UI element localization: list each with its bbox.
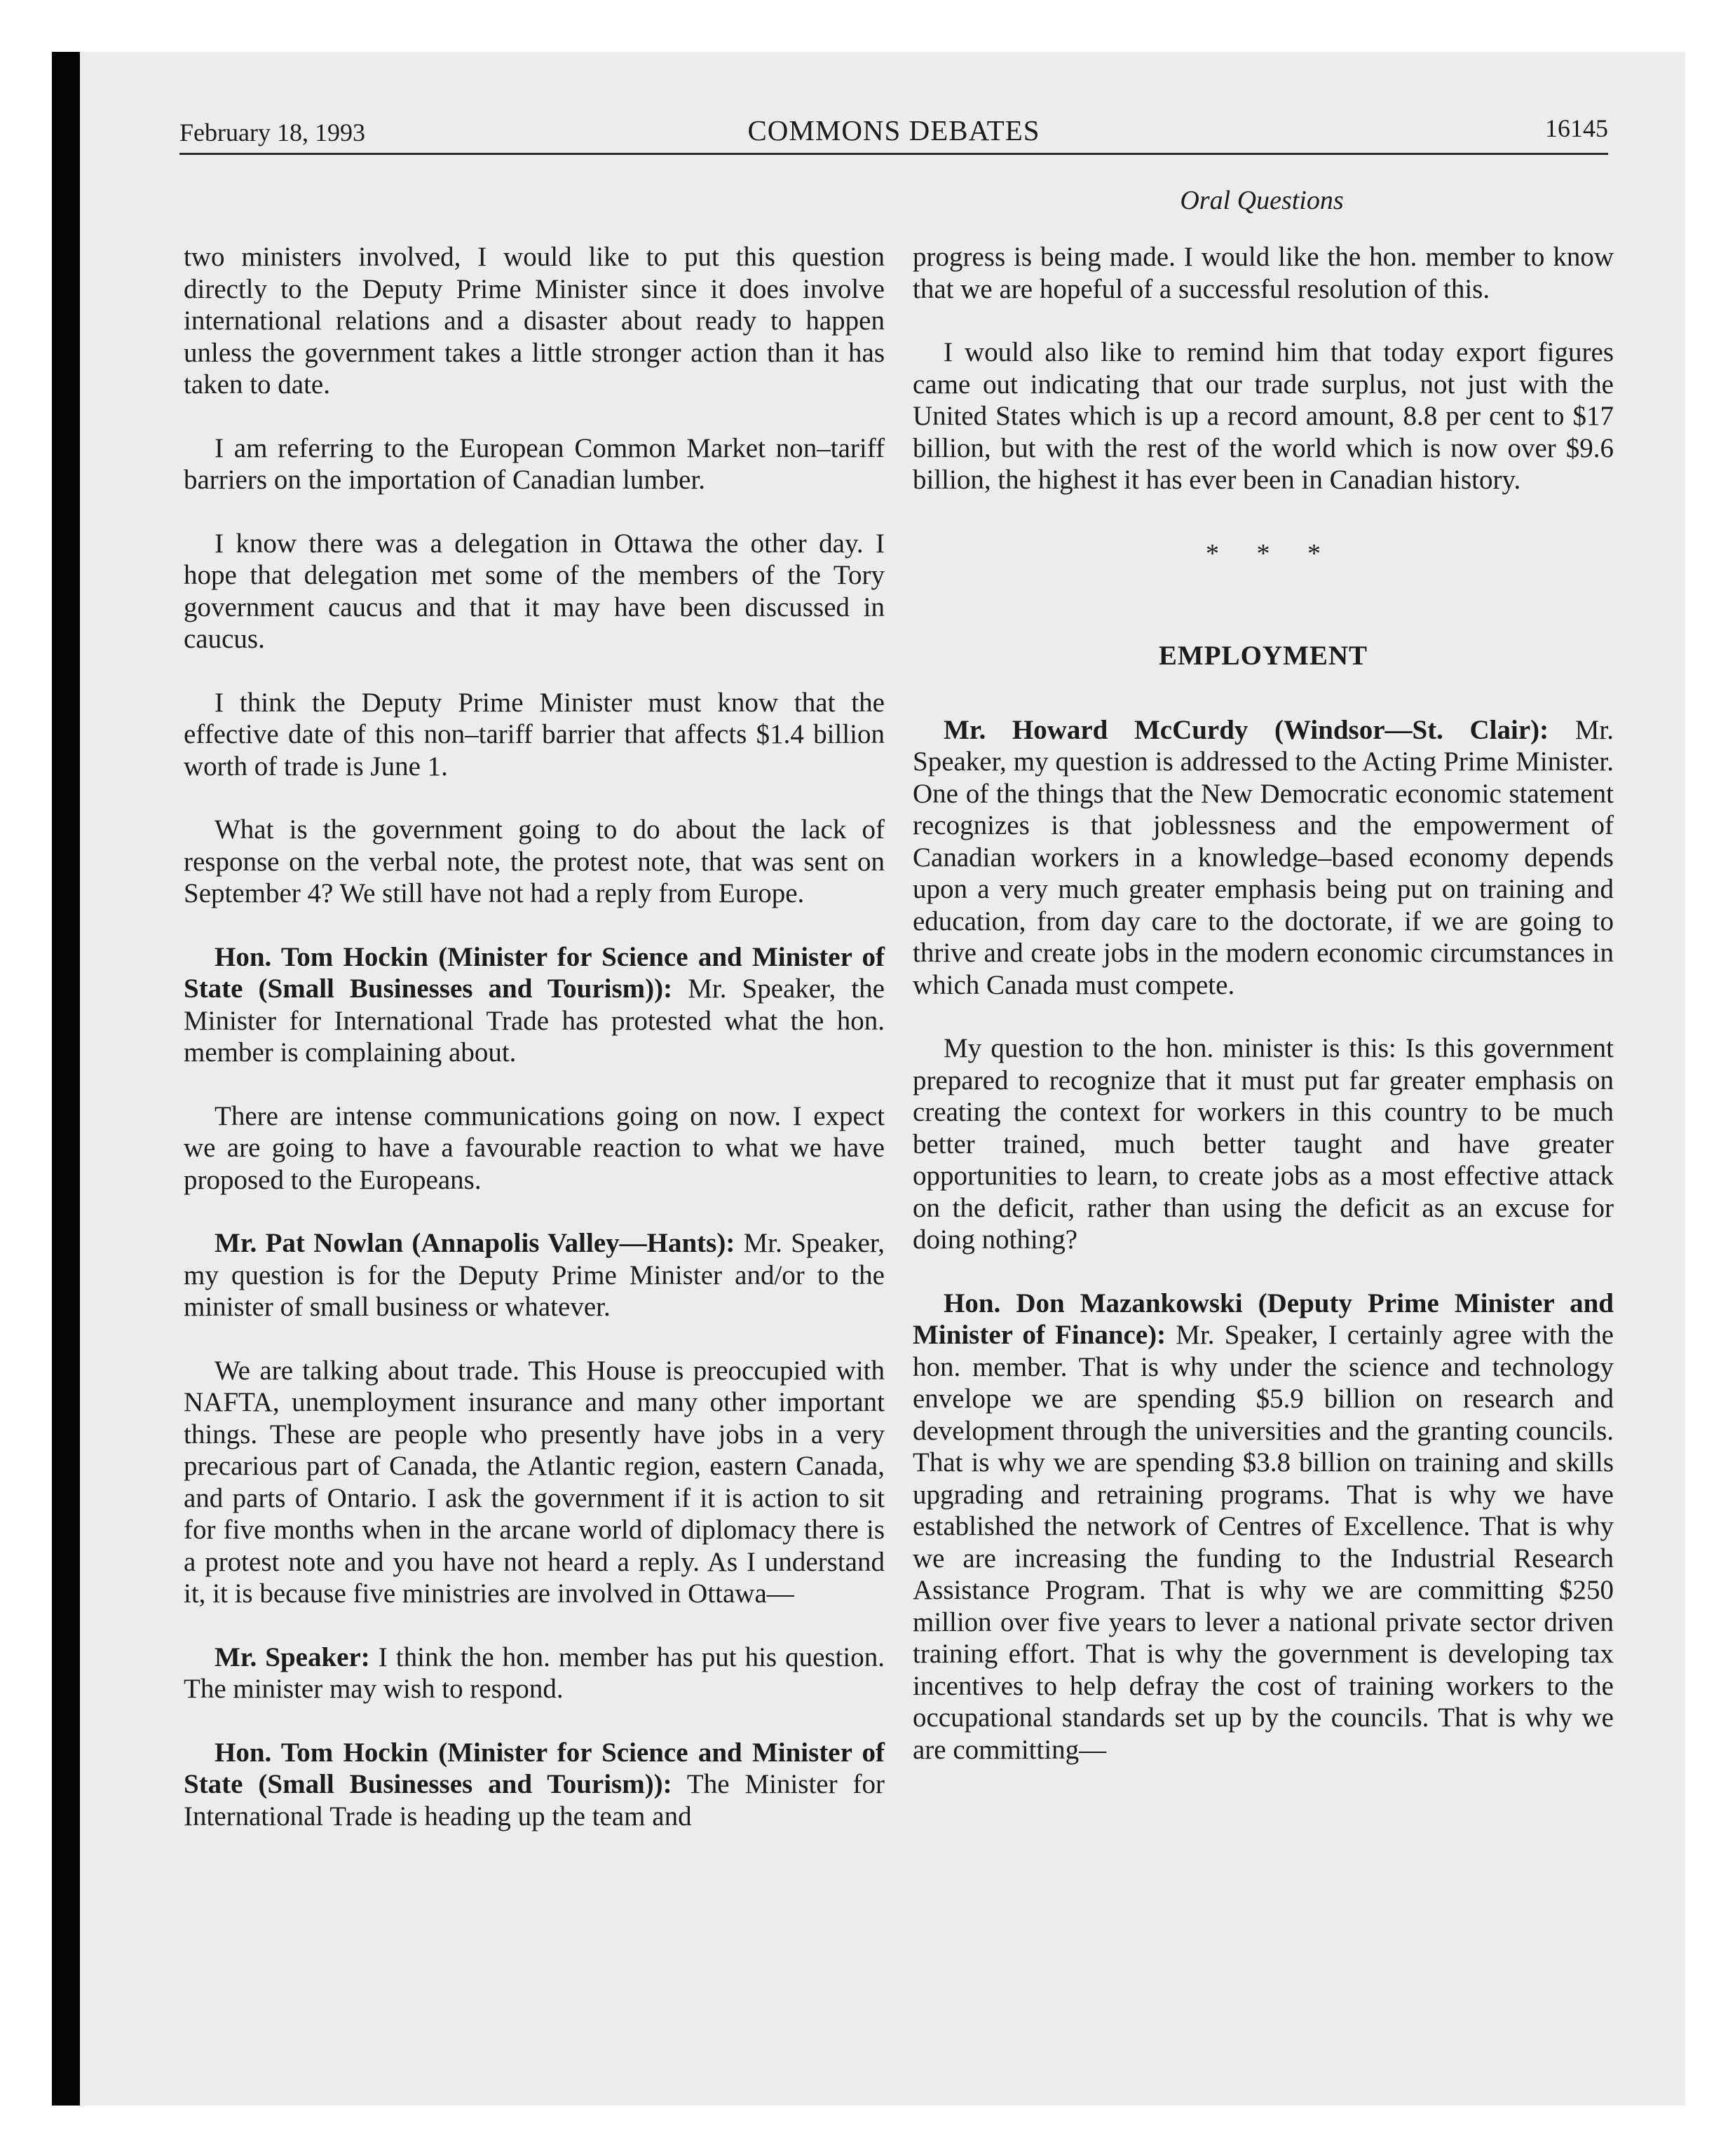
- speech-paragraph: [184, 1227, 885, 1323]
- speech-paragraph: [184, 1737, 885, 1833]
- paragraph: I know there was a delegation in Ottawa the other day. I hope that delegation met some of the members of the Tory government caucus and that it may have been discussed in caucus.: [184, 528, 885, 654]
- header-title: COMMONS DEBATES: [747, 114, 1040, 146]
- speech-paragraph: [913, 714, 1614, 1002]
- paragraph: I think the Deputy Prime Minister must know that the effective date of this non–tariff barrier that affects $1.4 billion worth of trade is June 1.: [184, 687, 885, 782]
- speaker-name: Mr. Pat Nowlan (Annapolis Valley—Hants):: [215, 1228, 735, 1258]
- speaker-name: Mr. Speaker:: [215, 1642, 370, 1672]
- rubric-heading: EMPLOYMENT: [1158, 641, 1368, 671]
- speech-text: Mr. Speaker, the Minister for International Trade has protested what the hon. member is complaining about.: [184, 974, 885, 1067]
- paragraph: There are intense communications going on now. I expect we are going to have a favourable reaction to what we have proposed to the Europeans.: [184, 1100, 885, 1195]
- paragraph: I am referring to the European Common Market non–tariff barriers on the importation of Canadian lumber.: [184, 432, 885, 495]
- paragraph: I would also like to remind him that today export figures came out indicating that our trade surplus, not just with the United States which is up a record amount, 8.8 per cent to $17 billion, but with the rest of the world which is now over $9.6 billion, the highest it has ever been in Canadian history.: [913, 337, 1614, 495]
- section-separator: * * *: [1206, 538, 1336, 568]
- paragraph: My question to the hon. minister is this: Is this government prepared to recognize that it must put far greater emphasis on creating the context for workers in this country to be much better trained, much better taught and have greater opportunities to learn, to create jobs as a most effective attack on the deficit, rather than using the deficit as an excuse for doing nothing?: [913, 1033, 1614, 1255]
- speech-text: Mr. Speaker, I certainly agree with the hon. member. That is why under the science and technology envelope we are spending $5.9 billion on research and development through the universities and the granting councils. That is why we are spending $3.8 billion on training and skills upgrading and retraining programs. That is why we have established the network of Centres of Excellence. That is why we are increasing the funding to the Industrial Research Assistance Program. That is why we are committing $250 million over five years to lever a national private sector driven training effort. That is why the government is developing tax incentives to help defray the cost of training workers to the occupational standards set up by the councils. That is why we are committing—: [913, 1320, 1614, 1765]
- speech-paragraph: [184, 941, 885, 1069]
- section-tag: Oral Questions: [1180, 186, 1344, 215]
- speaker-name: Hon. Tom Hockin (Minister for Science and Minister of State (Small Businesses and Tourism)):: [184, 941, 885, 1004]
- paragraph: What is the government going to do about the lack of response on the verbal note, the protest note, that was sent on September 4? We still have not had a reply from Europe.: [184, 814, 885, 908]
- speech-text: Mr. Speaker, my question is for the Deputy Prime Minister and/or to the minister of small business or whatever.: [184, 1228, 885, 1322]
- speech-paragraph: [184, 1642, 885, 1705]
- speech-text: Mr. Speaker, my question is addressed to the Acting Prime Minister. One of the things that the New Democratic economic statement recognizes is that joblessness and the empowerment of Canadian workers in a knowledge–based economy depends upon a very much greater emphasis being put on training and education, from day care to the doctorate, if we are going to thrive and create jobs in the modern economic circumstances in which Canada must compete.: [913, 714, 1614, 1000]
- page-header: [179, 107, 1608, 155]
- binding-edge: [52, 52, 80, 2106]
- paragraph: progress is being made. I would like the hon. member to know that we are hopeful of a successful resolution of this.: [913, 242, 1614, 304]
- paragraph: We are talking about trade. This House is preoccupied with NAFTA, unemployment insurance and many other important things. These are people who presently have jobs in a very precarious part of Canada, the Atlantic region, eastern Canada, and parts of Ontario. I ask the government if it is action to sit for five months when in the arcane world of diplomacy there is a protest note and you have not heard a reply. As I understand it, it is because five ministries are involved in Ottawa—: [184, 1355, 885, 1609]
- speech-text: I think the hon. member has put his question. The minister may wish to respond.: [184, 1642, 885, 1704]
- speaker-name: Hon. Tom Hockin (Minister for Science and Minister of State (Small Businesses and Tourism)):: [184, 1737, 885, 1799]
- speech-text: The Minister for International Trade is heading up the team and: [184, 1769, 885, 1831]
- header-date: February 18, 1993: [179, 118, 365, 146]
- header-page-number: 16145: [1545, 114, 1608, 142]
- speech-paragraph: [913, 1288, 1614, 1766]
- paragraph: two ministers involved, I would like to put this question directly to the Deputy Prime Minister since it does involve international relations and a disaster about ready to happen unless the government takes a little stronger action than it has taken to date.: [184, 242, 885, 400]
- speaker-name: Mr. Howard McCurdy (Windsor—St. Clair):: [944, 714, 1549, 745]
- left-column: [184, 241, 885, 1864]
- right-column: [913, 241, 1614, 1797]
- speaker-name: Hon. Don Mazankowski (Deputy Prime Minister and Minister of Finance):: [913, 1288, 1614, 1350]
